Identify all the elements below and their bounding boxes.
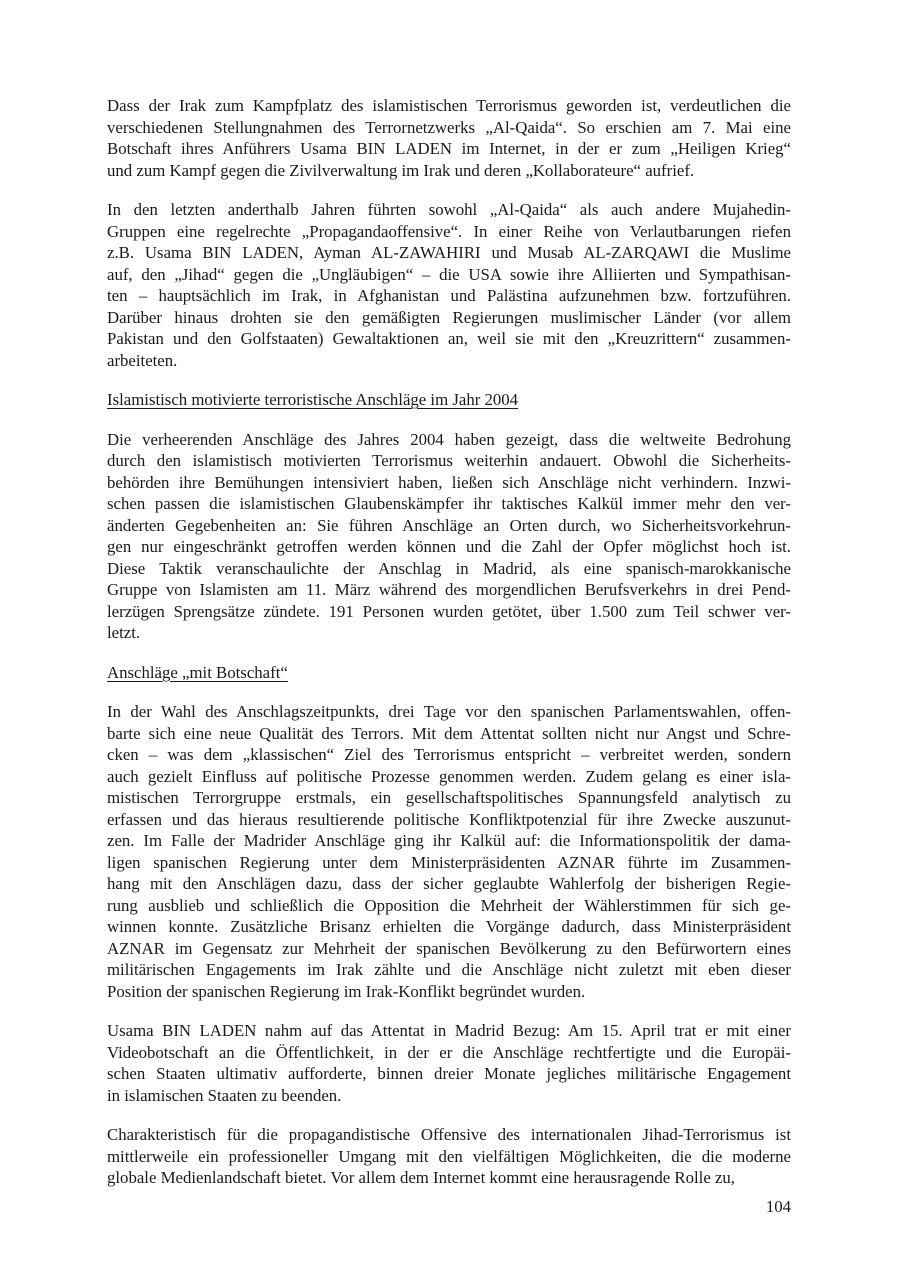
text-line: lerzügen Sprengsätze zündete. 191 Personen wurden getötet, über 1.500 zum Teil schwer ver- <box>107 601 791 621</box>
paragraph <box>107 701 791 1002</box>
text-line: militärischen Engagements im Irak zählte und die Anschläge nicht zuletzt mit eben dieser <box>107 960 791 979</box>
text-line: letzt. <box>107 623 141 642</box>
text-line: mittlerweile ein professioneller Umgang mit den vielfältigen Möglichkeiten, die die moderne <box>107 1146 791 1166</box>
text-line: Pakistan und den Golfstaaten) Gewaltaktionen an, weil sie mit den „Kreuzrittern“ zusammen- <box>107 329 791 348</box>
section-heading: Anschläge „mit Botschaft“ <box>107 662 288 682</box>
text-line: gen nur eingeschränkt getroffen werden können und die Zahl der Opfer möglichst hoch ist. <box>107 537 791 556</box>
text-line: ligen spanischen Regierung unter dem Ministerpräsidenten AZNAR führte im Zusammen- <box>107 852 791 872</box>
text-line: Darüber hinaus drohten sie den gemäßigten Regierungen muslimischer Länder (vor allem <box>107 307 791 327</box>
text-line: auch gezielt Einfluss auf politische Prozesse genommen werden. Zudem gelang es einer isla- <box>107 766 791 786</box>
paragraph <box>107 199 791 371</box>
text-line: Diese Taktik veranschaulichte der Anschlag in Madrid, als eine spanisch-marokkanische <box>107 558 791 578</box>
text-line: hang mit den Anschlägen dazu, dass der sicher geglaubte Wahlerfolg der bisherigen Regie- <box>107 874 791 893</box>
page-number: 104 <box>765 1197 791 1216</box>
text-line: In den letzten anderthalb Jahren führten sowohl „Al-Qaida“ als auch andere Mujahedin- <box>107 200 791 219</box>
text-line: z.B. Usama BIN LADEN, Ayman AL-ZAWAHIRI und Musab AL-ZARQAWI die Muslime <box>107 243 791 262</box>
section-heading: Islamistisch motivierte terroristische Anschläge im Jahr 2004 <box>107 390 519 409</box>
text-line: Position der spanischen Regierung im Irak-Konflikt begründet wurden. <box>107 981 586 1001</box>
text-line: Charakteristisch für die propagandistische Offensive des internationalen Jihad-Terrorismus ist <box>107 1125 791 1144</box>
text-line: schen passen die islamistischen Glaubenskämpfer ihr taktisches Kalkül immer mehr den ver- <box>107 494 791 513</box>
text-line: Gruppe von Islamisten am 11. März während des morgendlichen Berufsverkehrs in drei Pend- <box>107 580 791 599</box>
text-line: zen. Im Falle der Madrider Anschläge ging ihr Kalkül auf: die Informationspolitik der dama- <box>107 831 791 850</box>
text-line: und zum Kampf gegen die Zivilverwaltung im Irak und deren „Kollaborateure“ aufrief. <box>107 160 695 180</box>
paragraph <box>107 1124 791 1189</box>
text-line: barte sich eine neue Qualität des Terrors. Mit dem Attentat sollten nicht nur Angst und Schre- <box>107 723 791 743</box>
paragraph <box>107 95 791 181</box>
text-line: Die verheerenden Anschläge des Jahres 2004 haben gezeigt, dass die weltweite Bedrohung <box>107 429 791 449</box>
text-line: mistischen Terrorgruppe erstmals, ein gesellschaftspolitisches Spannungsfeld analytisch zu <box>107 788 791 807</box>
text-line: Videobotschaft an die Öffentlichkeit, in der er die Anschläge rechtfertigte und die Europäi- <box>107 1042 791 1062</box>
text-line: rung ausblieb und schließlich die Opposition die Mehrheit der Wählerstimmen für sich ge- <box>107 895 791 915</box>
text-line: verschiedenen Stellungnahmen des Terrornetzwerks „Al-Qaida“. So erschien am 7. Mai eine <box>107 117 791 137</box>
text-line: Usama BIN LADEN nahm auf das Attentat in Madrid Bezug: Am 15. April trat er mit einer <box>107 1021 791 1040</box>
text-line: winnen konnte. Zusätzliche Brisanz erhielten die Vorgänge dadurch, dass Ministerpräsident <box>107 917 791 936</box>
text-line: durch den islamistisch motivierten Terrorismus weiterhin andauert. Obwohl die Sicherheits- <box>107 451 791 470</box>
text-line: änderten Gegebenheiten an: Sie führen Anschläge an Orten durch, wo Sicherheitsvorkehrun- <box>107 515 791 535</box>
paragraph <box>107 429 791 644</box>
document-body <box>107 95 791 1207</box>
text-line: auf, den „Jihad“ gegen die „Ungläubigen“ – die USA sowie ihre Alliierten und Sympathisan- <box>107 264 791 284</box>
text-line: ten – hauptsächlich im Irak, in Afghanistan und Palästina aufzunehmen bzw. fortzuführen. <box>107 286 791 305</box>
paragraph <box>107 1020 791 1106</box>
text-line: schen Staaten ultimativ aufforderte, binnen dreier Monate jegliches militärische Engagement <box>107 1064 791 1083</box>
text-line: globale Medienlandschaft bietet. Vor allem dem Internet kommt eine herausragende Rolle zu, <box>107 1168 736 1187</box>
text-line: erfassen und das hieraus resultierende politische Konfliktpotenzial für ihre Zwecke auszunut- <box>107 809 791 829</box>
text-line: Botschaft ihres Anführers Usama BIN LADEN im Internet, in der er zum „Heiligen Krieg“ <box>107 139 791 158</box>
text-line: AZNAR im Gegensatz zur Mehrheit der spanischen Bevölkerung zu den Befürwortern eines <box>107 938 791 958</box>
text-line: Dass der Irak zum Kampfplatz des islamistischen Terrorismus geworden ist, verdeutlichen die <box>107 96 791 115</box>
text-line: Gruppen eine regelrechte „Propagandaoffensive“. In einer Reihe von Verlautbarungen riefen <box>107 221 791 241</box>
text-line: behörden ihre Bemühungen intensiviert haben, ließen sich Anschläge nicht verhindern. Inzwi- <box>107 472 791 492</box>
text-line: cken – was dem „klassischen“ Ziel des Terrorismus entspricht – verbreitet werden, sondern <box>107 745 791 764</box>
text-line: arbeiteten. <box>107 350 178 370</box>
text-line: in islamischen Staaten zu beenden. <box>107 1085 342 1105</box>
text-line: In der Wahl des Anschlagszeitpunkts, drei Tage vor den spanischen Parlamentswahlen, offen- <box>107 702 791 721</box>
